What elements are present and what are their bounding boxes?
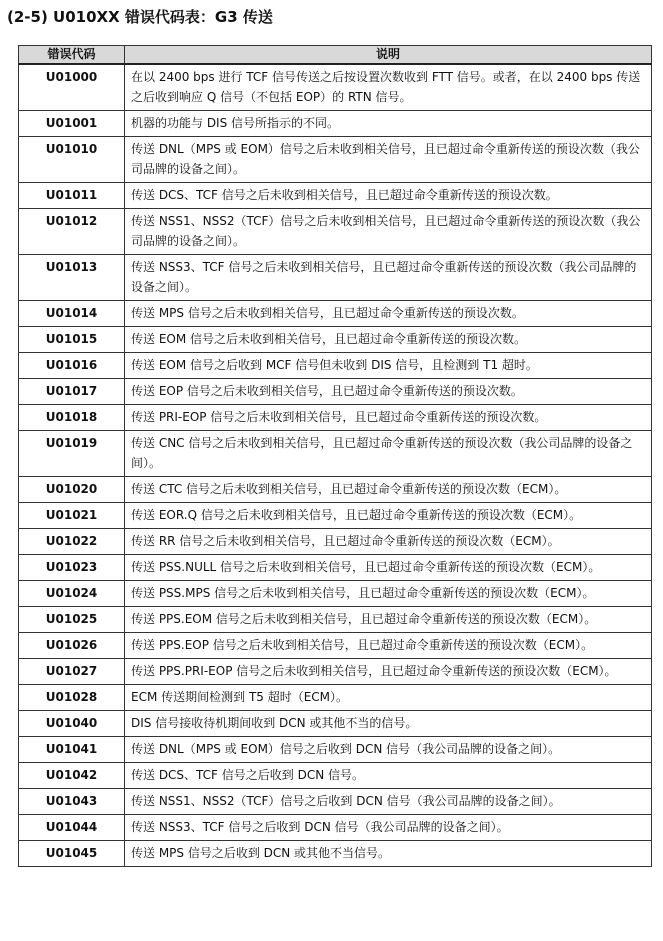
page-title: (2-5) U010XX 错误代码表：G3 传送 (7, 8, 273, 26)
header-row (19, 46, 652, 65)
error-code-cell: U01028 (19, 685, 125, 711)
error-description-cell: 传送 CNC 信号之后未收到相关信号，且已超过命令重新传送的预设次数（我公司品牌的设备之间）。 (125, 431, 652, 477)
table-row (19, 64, 652, 111)
table-row (19, 763, 652, 789)
error-code-cell: U01000 (19, 64, 125, 111)
error-code-cell: U01040 (19, 711, 125, 737)
error-description-cell: 传送 PRI-EOP 信号之后未收到相关信号，且已超过命令重新传送的预设次数。 (125, 405, 652, 431)
table-row (19, 431, 652, 477)
table-row (19, 379, 652, 405)
error-description-cell: 在以 2400 bps 进行 TCF 信号传送之后按设置次数收到 FTT 信号。或者，在以 2400 bps 传送之后收到响应 Q 信号（不包括 EOP）的 RTN 信号。 (125, 64, 652, 111)
error-code-cell: U01016 (19, 353, 125, 379)
error-code-cell: U01044 (19, 815, 125, 841)
error-code-cell: U01020 (19, 477, 125, 503)
error-code-cell: U01043 (19, 789, 125, 815)
table-row (19, 789, 652, 815)
error-code-cell: U01014 (19, 301, 125, 327)
error-description-cell: 传送 DNL（MPS 或 EOM）信号之后收到 DCN 信号（我公司品牌的设备之间）。 (125, 737, 652, 763)
error-description-cell: 传送 PSS.MPS 信号之后未收到相关信号，且已超过命令重新传送的预设次数（ECM）。 (125, 581, 652, 607)
error-description-cell: 传送 DCS、TCF 信号之后收到 DCN 信号。 (125, 763, 652, 789)
error-description-cell: DIS 信号接收待机期间收到 DCN 或其他不当的信号。 (125, 711, 652, 737)
error-code-cell: U01013 (19, 255, 125, 301)
table-row (19, 581, 652, 607)
error-description-cell: 传送 EOR.Q 信号之后未收到相关信号，且已超过命令重新传送的预设次数（ECM）。 (125, 503, 652, 529)
error-code-cell: U01025 (19, 607, 125, 633)
table-row (19, 209, 652, 255)
table-row (19, 633, 652, 659)
error-description-cell: 传送 NSS3、TCF 信号之后未收到相关信号，且已超过命令重新传送的预设次数（我公司品牌的设备之间）。 (125, 255, 652, 301)
error-code-cell: U01019 (19, 431, 125, 477)
table-row (19, 111, 652, 137)
table-row (19, 405, 652, 431)
error-description-cell: 传送 NSS1、NSS2（TCF）信号之后未收到相关信号，且已超过命令重新传送的预设次数（我公司品牌的设备之间）。 (125, 209, 652, 255)
table-row (19, 737, 652, 763)
error-description-cell: 传送 MPS 信号之后未收到相关信号，且已超过命令重新传送的预设次数。 (125, 301, 652, 327)
table-row (19, 353, 652, 379)
table-header (19, 46, 652, 65)
table-row (19, 503, 652, 529)
error-code-cell: U01041 (19, 737, 125, 763)
error-code-cell: U01024 (19, 581, 125, 607)
error-description-cell: 传送 EOM 信号之后未收到相关信号，且已超过命令重新传送的预设次数。 (125, 327, 652, 353)
table-row (19, 555, 652, 581)
table-row (19, 659, 652, 685)
table-row (19, 301, 652, 327)
table-row (19, 841, 652, 867)
error-code-cell: U01010 (19, 137, 125, 183)
error-code-cell: U01021 (19, 503, 125, 529)
column-header-description: 说明 (125, 46, 652, 65)
error-code-cell: U01001 (19, 111, 125, 137)
error-description-cell: 机器的功能与 DIS 信号所指示的不同。 (125, 111, 652, 137)
table-row (19, 137, 652, 183)
error-description-cell: 传送 NSS3、TCF 信号之后收到 DCN 信号（我公司品牌的设备之间）。 (125, 815, 652, 841)
error-code-cell: U01018 (19, 405, 125, 431)
error-description-cell: 传送 PSS.NULL 信号之后未收到相关信号，且已超过命令重新传送的预设次数（ECM）。 (125, 555, 652, 581)
error-code-cell: U01042 (19, 763, 125, 789)
error-code-cell: U01011 (19, 183, 125, 209)
table-row (19, 815, 652, 841)
table-row (19, 477, 652, 503)
error-code-table (18, 45, 652, 867)
error-code-cell: U01017 (19, 379, 125, 405)
error-code-cell: U01012 (19, 209, 125, 255)
error-code-cell: U01027 (19, 659, 125, 685)
error-description-cell: 传送 PPS.PRI-EOP 信号之后未收到相关信号，且已超过命令重新传送的预设次数（ECM）。 (125, 659, 652, 685)
error-description-cell: 传送 DNL（MPS 或 EOM）信号之后未收到相关信号，且已超过命令重新传送的预设次数（我公司品牌的设备之间）。 (125, 137, 652, 183)
error-code-cell: U01045 (19, 841, 125, 867)
table-row (19, 711, 652, 737)
table-row (19, 255, 652, 301)
error-description-cell: ECM 传送期间检测到 T5 超时（ECM）。 (125, 685, 652, 711)
error-description-cell: 传送 PPS.EOM 信号之后未收到相关信号，且已超过命令重新传送的预设次数（ECM）。 (125, 607, 652, 633)
error-code-cell: U01023 (19, 555, 125, 581)
error-description-cell: 传送 DCS、TCF 信号之后未收到相关信号，且已超过命令重新传送的预设次数。 (125, 183, 652, 209)
column-header-code: 错误代码 (19, 46, 125, 65)
error-description-cell: 传送 RR 信号之后未收到相关信号，且已超过命令重新传送的预设次数（ECM）。 (125, 529, 652, 555)
error-description-cell: 传送 EOM 信号之后收到 MCF 信号但未收到 DIS 信号，且检测到 T1 超时。 (125, 353, 652, 379)
error-code-cell: U01022 (19, 529, 125, 555)
table-row (19, 607, 652, 633)
error-code-cell: U01026 (19, 633, 125, 659)
table-body (19, 64, 652, 867)
error-description-cell: 传送 NSS1、NSS2（TCF）信号之后收到 DCN 信号（我公司品牌的设备之间）。 (125, 789, 652, 815)
error-description-cell: 传送 PPS.EOP 信号之后未收到相关信号，且已超过命令重新传送的预设次数（ECM）。 (125, 633, 652, 659)
error-description-cell: 传送 CTC 信号之后未收到相关信号，且已超过命令重新传送的预设次数（ECM）。 (125, 477, 652, 503)
table-row (19, 183, 652, 209)
table-row (19, 685, 652, 711)
error-description-cell: 传送 EOP 信号之后未收到相关信号，且已超过命令重新传送的预设次数。 (125, 379, 652, 405)
error-code-cell: U01015 (19, 327, 125, 353)
error-description-cell: 传送 MPS 信号之后收到 DCN 或其他不当信号。 (125, 841, 652, 867)
table-row (19, 327, 652, 353)
table-row (19, 529, 652, 555)
